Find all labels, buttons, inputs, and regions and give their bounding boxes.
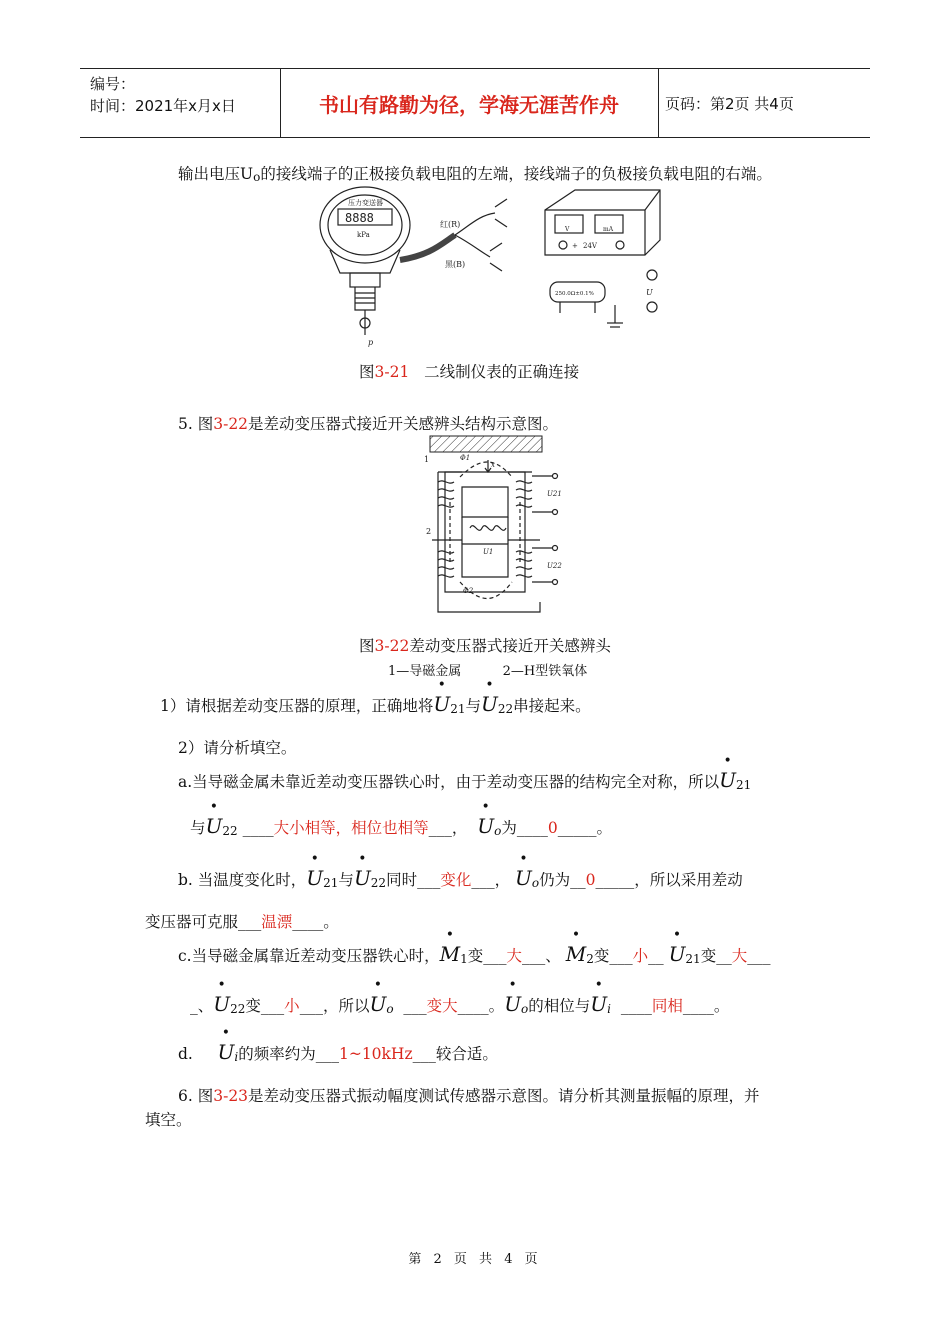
header-motto: 书山有路勤为径，学海无涯苦作舟 <box>319 93 619 117</box>
blank-c6[interactable]: 同相 <box>651 997 683 1015</box>
figure-3-22 <box>420 432 580 614</box>
supply-plus: + <box>572 242 578 250</box>
resistor-label: 250.0Ω±0.1% <box>555 291 594 297</box>
label-1: 1 <box>424 455 430 464</box>
question-6-line1: 6. 图3-23是差动变压器式振动幅度测试传感器示意图。请分析其测量振幅的原理，并 <box>178 1087 760 1105</box>
blank-c5[interactable]: 变大 <box>426 997 458 1015</box>
uo-terminal-label: U <box>646 288 653 297</box>
u1-label: U1 <box>483 548 494 556</box>
page-footer: 第 2 页 共 4 页 <box>408 1252 542 1267</box>
figure-3-22-caption: 图3-22差动变压器式接近开关感辨头 <box>359 637 611 655</box>
blank-c3[interactable]: 大 <box>731 947 748 965</box>
magnetic-metal <box>430 436 542 452</box>
transmitter-title: 压力变送器 <box>348 199 383 207</box>
answer-d: d. • $U_i$的频率约为___1~10kHz___较合适。 <box>178 1040 498 1064</box>
question-5-1: 1）请根据差动变压器的原理，正确地将• $U_{21}$与• $U_{22}$串接起来。 <box>160 692 591 716</box>
answer-a-line2: 与• $U_{22}$ ____大小相等，相位也相等___， • $U_o$为____0_____。 <box>190 814 612 838</box>
date-label: 时间：2021年x月x日 <box>90 97 236 115</box>
phi2-label: Φ2 <box>463 587 474 595</box>
u22-label: U22 <box>547 562 562 570</box>
figure-3-22-legend: 1—导磁金属 2—H型铁氧体 <box>388 664 588 679</box>
red-wire-label: 红(R) <box>440 220 461 229</box>
answer-c-line1: c.当导磁金属靠近差动变压器铁心时，• $M_1$变___大___、 • $M_2$变___小__ • $U_{21}$变__大___ <box>178 942 770 966</box>
answer-a-line1: a.当导磁金属未靠近差动变压器铁心时，由于差动变压器的结构完全对称，所以• $U_{21}$ <box>178 768 751 792</box>
phi1-label: Φ1 <box>460 454 471 462</box>
blank-b1[interactable]: 变化 <box>440 871 472 889</box>
label-2: 2 <box>426 527 432 536</box>
intro-line: 输出电压$U_o$的接线端子的正极接负载电阻的左端，接线端子的负极接负载电阻的右端。 <box>178 165 772 184</box>
answer-b-line1: b. 当温度变化时，• $U_{21}$与• $U_{22}$同时___变化___， • $U_o$仍为__0_____，所以采用差动 <box>178 866 743 890</box>
question-6-line2: 填空。 <box>145 1111 192 1129</box>
header-left <box>90 73 236 117</box>
ammeter-label: mA <box>603 226 614 233</box>
blank-c1[interactable]: 大 <box>506 947 523 965</box>
question-5-2: 2）请分析填空。 <box>178 739 297 757</box>
blank-c2[interactable]: 小 <box>632 947 649 965</box>
blank-d1[interactable]: 1~10kHz <box>338 1045 413 1063</box>
blank-a2[interactable]: 0 <box>547 819 558 837</box>
x-label: x <box>491 461 495 469</box>
figure-3-21-caption: 图3-21 二线制仪表的正确连接 <box>359 363 580 381</box>
answer-c-line2: _、• $U_{22}$变___小___，所以• $U_o$ ___变大____。• $U_o$的相位与• $U_i$ ____同相____。 <box>190 992 729 1016</box>
supply-voltage: 24V <box>583 242 597 250</box>
answer-b-line2: 变压器可克服___温漂____。 <box>145 913 339 931</box>
page-header <box>80 68 870 138</box>
transmitter-digits: 8888 <box>345 211 374 225</box>
transmitter-unit: kPa <box>357 231 370 239</box>
question-5: 5. 图3-22是差动变压器式接近开关感辨头结构示意图。 <box>178 415 559 433</box>
header-divider <box>658 69 659 137</box>
blank-b3[interactable]: 温漂 <box>261 913 293 931</box>
black-wire-label: 黑(B) <box>445 260 466 269</box>
figure-3-21 <box>300 185 680 355</box>
voltmeter-label: V <box>565 226 570 233</box>
code-label: 编号： <box>90 75 136 93</box>
pressure-label: p <box>368 338 374 347</box>
blank-b2[interactable]: 0 <box>585 871 596 889</box>
blank-c4[interactable]: 小 <box>284 997 300 1015</box>
blank-a1[interactable]: 大小相等，相位也相等 <box>273 819 429 837</box>
u21-label: U21 <box>547 490 562 498</box>
header-page-info: 页码：第2页 共4页 <box>665 95 794 113</box>
